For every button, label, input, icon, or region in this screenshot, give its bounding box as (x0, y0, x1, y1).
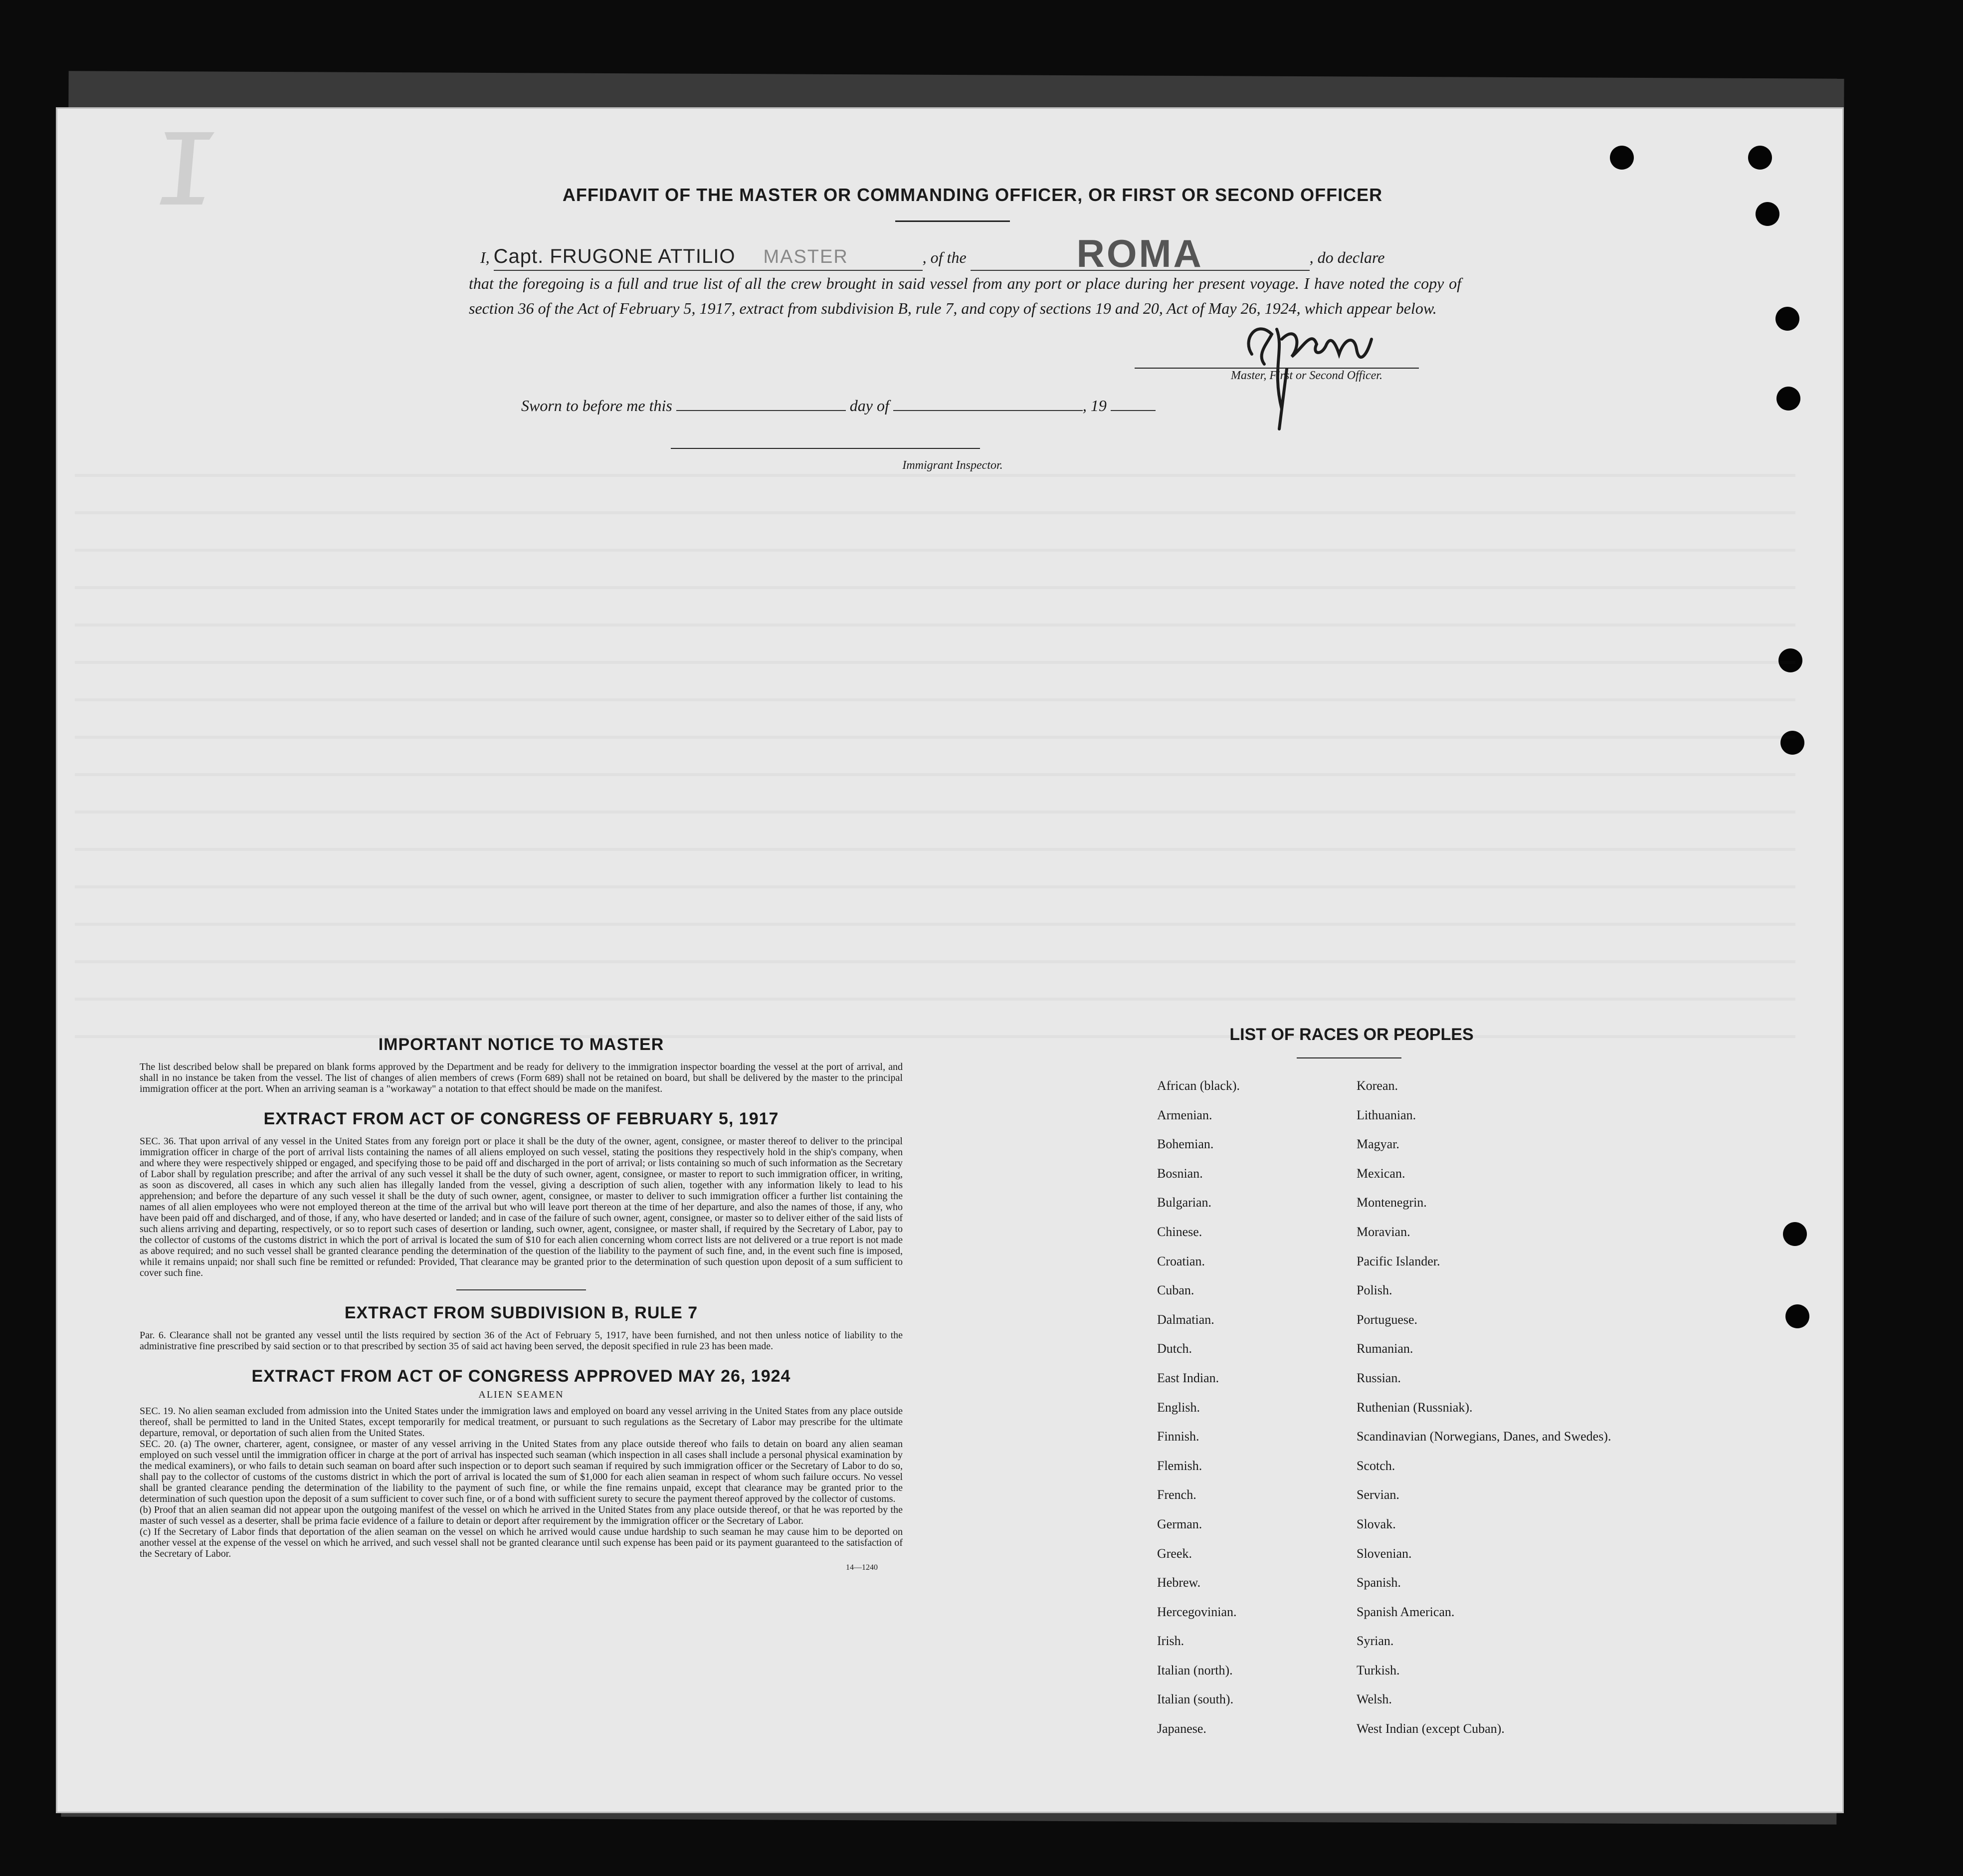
extract-1924-para: (c) If the Secretary of Labor finds that deportation of the alien seaman on the vessel on which he arrived would cause undue hardship to such seaman he may cause him to be deported on another vessel at the expense of the vessel on which he arrived, and such vessel shall not be granted clearance until such expense has been paid or its payment guaranteed to the satisfaction of the Secretary of Labor. (140, 1526, 903, 1559)
race-item: Bohemian. (1157, 1137, 1214, 1152)
race-item: Spanish American. (1357, 1604, 1455, 1619)
notice-title: IMPORTANT NOTICE TO MASTER (378, 1035, 664, 1054)
section-divider (456, 1289, 586, 1290)
sworn-line (521, 397, 1219, 415)
extract-1924-para: (b) Proof that an alien seaman did not appear upon the outgoing manifest of the vessel on which he arrived in the United States from any place outside thereof, or that he was reported by the master of such vessel as a deserter, shall be prima facie evidence of a failure to detain or deport after requirement by the immigration officer or the Secretary of Labor. (140, 1504, 903, 1526)
race-item: Pacific Islander. (1357, 1253, 1440, 1268)
races-title-rule (1297, 1057, 1401, 1058)
binder-hole-icon (1610, 146, 1634, 170)
race-item: Finnish. (1157, 1429, 1199, 1444)
inspector-rule (671, 448, 980, 449)
race-item: Armenian. (1157, 1107, 1212, 1122)
master-name-field (494, 244, 923, 271)
corner-mark-icon (155, 127, 224, 207)
race-item: Scotch. (1357, 1458, 1395, 1473)
ghost-row (75, 885, 1795, 888)
master-name: Capt. FRUGONE ATTILIO (493, 245, 736, 267)
sworn-prefix: Sworn to before me this (521, 397, 672, 415)
race-item: Hebrew. (1157, 1575, 1201, 1590)
race-item: Syrian. (1357, 1634, 1394, 1649)
binder-hole-icon (1756, 202, 1779, 226)
binder-hole-icon (1775, 307, 1799, 331)
rank-stamp: MASTER (763, 246, 848, 267)
ghost-row (75, 998, 1795, 1001)
races-title: LIST OF RACES OR PEOPLES (1229, 1025, 1474, 1044)
signature-label: Master, First or Second Officer. (1231, 369, 1382, 382)
binder-hole-icon (1783, 1222, 1807, 1246)
race-item: African (black). (1157, 1078, 1240, 1093)
race-item: Slovak. (1357, 1516, 1396, 1531)
race-item: Dutch. (1157, 1341, 1192, 1356)
binder-hole-icon (1748, 146, 1772, 170)
race-item: Chinese. (1157, 1224, 1202, 1239)
race-item: Flemish. (1157, 1458, 1202, 1473)
race-item: Greek. (1157, 1546, 1192, 1561)
extract-1917-text: SEC. 36. That upon arrival of any vessel in the United States from any foreign port or place it shall be the duty of the owner, agent, consignee, or master thereof to deliver to the principal immigration officer in charge of the port of arrival lists containing the names of all aliens employed on such vessel, stating the positions they respectively hold in the ship's company, when and where they were respectively shipped or engaged, and specifying those to be paid off and discharged in the port of arrival; or lists containing so much of such information as the Secretary of Labor shall by regulation prescribe; and after the arrival of any such vessel it shall be the duty of such owner, agent, consignee, or master to report to such immigration officer, in writing, as soon as discovered, all cases in which any such alien has illegally landed from the vessel, giving a description of such alien, together with any information likely to lead to his apprehension; and before the departure of any such vessel it shall be the duty of such owner, agent, consignee, or master to deliver to such immigration officer a further list containing the names of all alien employees who were not employed thereon at the time of the arrival but who will leave port thereon at the time of her departure, and also the names of those, if any, who have been paid off and discharged, and of those, if any, who have deserted or landed; and in case of the failure of such owner, agent, consignee, or master so to deliver either of the said lists of such aliens arriving and departing, respectively, or so to report such cases of desertion or landing, such owner, agent, consignee, or master shall, if required by the Secretary of Labor, pay to the collector of customs of the customs district in which the port of arrival is located the sum of $10 for each alien concerning whom correct lists are not delivered or a true report is not made as above required; and no such vessel shall be granted clearance pending the determination of the question of the liability to the payment of such fine, and, in the event such fine is imposed, while it remains unpaid; nor shall such fine be remitted or refunded: Provided, That clearance may be granted prior to the determination of such question upon deposit of a sum sufficient to cover such fine. (140, 1136, 903, 1278)
extract-rule7-title: EXTRACT FROM SUBDIVISION B, RULE 7 (344, 1303, 698, 1322)
binder-hole-icon (1785, 1304, 1809, 1328)
title-rule (895, 220, 1010, 222)
ghost-row (75, 848, 1795, 851)
race-item: Moravian. (1357, 1224, 1410, 1239)
ghost-row (75, 698, 1795, 701)
races-left-column (1157, 1071, 1386, 1744)
race-item: Bosnian. (1157, 1166, 1203, 1181)
sworn-month-field (893, 410, 1083, 411)
race-item: Welsh. (1357, 1692, 1392, 1707)
sworn-year-field (1111, 410, 1156, 411)
affidavit-first-line (469, 231, 1461, 275)
ghost-row (75, 511, 1795, 514)
race-item: Hercegovinian. (1157, 1604, 1237, 1619)
ghost-row (75, 736, 1795, 739)
ghost-row (75, 474, 1795, 477)
ghost-row (75, 661, 1795, 664)
affidavit-statement: that the foregoing is a full and true list of all the crew brought in said vessel from any port or place during her present voyage. I have noted the copy of section 36 of the Act of February 5, 1917, extract from subdivision B, rule 7, and copy of sections 19 and 20, Act of May 26, 1924, which appear below. (469, 274, 1461, 317)
sworn-year-label: , 19 (1082, 397, 1107, 415)
race-item: Polish. (1357, 1283, 1392, 1298)
extract-1924-subtitle: ALIEN SEAMEN (478, 1389, 564, 1400)
race-item: Magyar. (1357, 1137, 1399, 1152)
sworn-date-field (676, 410, 846, 411)
sworn-day-label: day of (849, 397, 889, 415)
race-item: Ruthenian (Russniak). (1357, 1400, 1473, 1415)
affidavit-title: AFFIDAVIT OF THE MASTER OR COMMANDING OFFICER, OR FIRST OR SECOND OFFICER (562, 185, 1383, 205)
binder-hole-icon (1776, 387, 1800, 411)
extract-rule7-text: Par. 6. Clearance shall not be granted any vessel until the lists required by section 36 of the Act of February 5, 1917, have been furnished, and not then unless notice of liability to the administrative fine prescribed by said section or to that prescribed by section 35 of said act having been served, the deposit specified in rule 23 has been made. (140, 1330, 903, 1352)
ghost-row (75, 960, 1795, 963)
race-item: Mexican. (1357, 1166, 1405, 1181)
form-number: 14—1240 (846, 1563, 878, 1572)
ghost-row (75, 923, 1795, 926)
race-item: Bulgarian. (1157, 1195, 1212, 1210)
race-item: Turkish. (1357, 1663, 1400, 1677)
races-right-column (1357, 1071, 1616, 1744)
ghost-row (75, 811, 1795, 814)
extract-1924-title: EXTRACT FROM ACT OF CONGRESS APPROVED MAY 26, 1924 (251, 1367, 791, 1386)
ghost-row (75, 624, 1795, 626)
ghost-row (75, 773, 1795, 776)
race-item: Italian (south). (1157, 1692, 1234, 1707)
race-item: Servian. (1357, 1487, 1399, 1502)
ship-name: ROMA (1076, 231, 1203, 275)
do-declare-label: , do declare (1309, 248, 1385, 266)
race-item: Cuban. (1157, 1283, 1194, 1298)
race-item: English. (1157, 1400, 1200, 1415)
race-item: East Indian. (1157, 1370, 1219, 1385)
race-item: Rumanian. (1357, 1341, 1413, 1356)
extract-1924-para: SEC. 20. (a) The owner, charterer, agent, consignee, or master of any vessel arriving in the United States from any place outside thereof who fails to detain on board any alien seaman employed on such vessel until the immigration officer in charge at the port of arrival has inspected such seaman (which inspection in all cases shall include a personal physical examination by the medical examiners), or who fails to detain such seaman on board after such inspection or to deport such seaman if required by such immigration officer or the Secretary of Labor to do so, shall pay to the collector of customs of the customs district in which the port of arrival is located the sum of $1,000 for each alien seaman in respect of whom such failure occurs. No vessel shall be granted clearance pending the determination of the liability to the payment of such fine, or while the fine remains unpaid, except that clearance may be granted prior to the determination of such question upon the deposit of a sum sufficient to cover such fine, or of a bond with sufficient surety to secure the payment thereof approved by the collector of customs. (140, 1439, 903, 1504)
race-item: Japanese. (1157, 1721, 1206, 1736)
race-item: Irish. (1157, 1634, 1184, 1649)
race-item: Slovenian. (1357, 1546, 1412, 1561)
affidavit-prefix: I, (480, 248, 490, 266)
race-item: Montenegrin. (1357, 1195, 1427, 1210)
race-item: West Indian (except Cuban). (1357, 1721, 1505, 1736)
notice-column (140, 1035, 903, 1572)
signature-rule (1135, 368, 1419, 369)
race-item: Italian (north). (1157, 1663, 1233, 1677)
affidavit-body (469, 231, 1461, 321)
inspector-label: Immigrant Inspector. (902, 459, 1003, 472)
race-item: Dalmatian. (1157, 1312, 1214, 1327)
ghost-row (75, 586, 1795, 589)
race-item: Spanish. (1357, 1575, 1401, 1590)
extract-1924-para: SEC. 19. No alien seaman excluded from admission into the United States under the immigration laws and employed on board any vessel arriving in the United States from any place outside thereof, shall be permitted to land in the United States, except temporarily for medical treatment, or pursuant to such regulations as the Secretary of Labor may prescribe for the ultimate departure, removal, or deportation of such alien from the United States. (140, 1406, 903, 1439)
race-item: Croatian. (1157, 1253, 1205, 1268)
race-item: Portuguese. (1357, 1312, 1418, 1327)
race-item: Lithuanian. (1357, 1107, 1416, 1122)
extract-1917-title: EXTRACT FROM ACT OF CONGRESS OF FEBRUARY 5, 1917 (263, 1109, 779, 1128)
race-item: Korean. (1357, 1078, 1398, 1093)
race-item: French. (1157, 1487, 1196, 1502)
race-item: German. (1157, 1516, 1202, 1531)
notice-text: The list described below shall be prepared on blank forms approved by the Department and be ready for delivery to the immigration inspector boarding the vessel at the port of arrival, and shall in no instance be taken from the vessel. The list of changes of alien members of crews (Form 689) shall not be retained on board, but shall be delivered by the master to the principal immigration officer at the port. When an arriving seaman is a "workaway" a notation to that effect should be made on the manifest. (140, 1061, 903, 1094)
of-the-label: , of the (922, 248, 967, 266)
race-item: Russian. (1357, 1370, 1401, 1385)
race-item: Scandinavian (Norwegians, Danes, and Swedes). (1357, 1429, 1611, 1444)
ghost-row (75, 549, 1795, 552)
ship-name-field (971, 231, 1310, 275)
